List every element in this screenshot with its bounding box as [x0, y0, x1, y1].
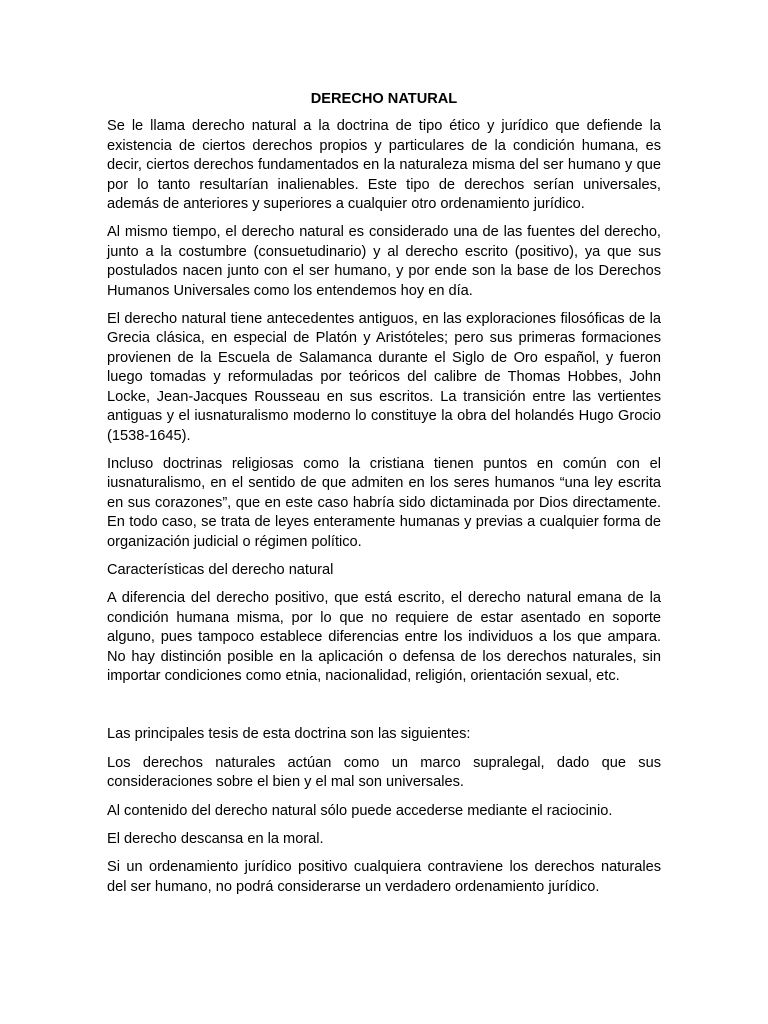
- thesis-item-1: Los derechos naturales actúan como un marco supralegal, dado que sus consideraciones sobre el bien y el mal son universales.: [107, 754, 661, 791]
- paragraph-sources: Al mismo tiempo, el derecho natural es considerado una de las fuentes del derecho, junto a la costumbre (consuetudinario) y al derecho escrito (positivo), ya que sus postulados nacen junto con el ser humano, y por ende son la base de los Derechos Humanos Universales como los entendemos hoy en día.: [107, 224, 661, 299]
- paragraph-definition: Se le llama derecho natural a la doctrina de tipo ético y jurídico que defiende la existencia de ciertos derechos propios y particulares de la condición humana, es decir, ciertos derechos fundamentados en la naturaleza misma del ser humano y que por lo tanto resultarían inalienables. Este tipo de derechos serían universales, además de anteriores y superiores a cualquier otro ordenamiento jurídico.: [107, 118, 661, 213]
- document-page: [107, 90, 661, 906]
- paragraph-religion: Incluso doctrinas religiosas como la cristiana tienen puntos en común con el iusnaturalismo, en el sentido de que admiten en los seres humanos “una ley escrita en sus corazones”, que en este caso habría sido dictaminada por Dios directamente. En todo caso, se trata de leyes enteramente humanas y previas a cualquier forma de organización judicial o régimen político.: [107, 455, 661, 550]
- paragraph-thesis-intro: Las principales tesis de esta doctrina son las siguientes:: [107, 726, 471, 743]
- paragraph-characteristics: A diferencia del derecho positivo, que está escrito, el derecho natural emana de la condición humana misma, por lo que no requiere de estar asentado en soporte alguno, pues tampoco establece diferencias entre los individuos a los que ampara. No hay distinción posible en la aplicación o defensa de los derechos naturales, sin importar condiciones como etnia, nacionalidad, religión, orientación sexual, etc.: [107, 590, 661, 684]
- thesis-item-3: El derecho descansa en la moral.: [107, 831, 324, 847]
- document-title: DERECHO NATURAL: [310, 91, 458, 107]
- thesis-item-4: Si un ordenamiento jurídico positivo cualquiera contraviene los derechos naturales del ser humano, no podrá considerarse un verdadero ordenamiento jurídico.: [107, 859, 661, 895]
- thesis-item-2: Al contenido del derecho natural sólo puede accederse mediante el raciocinio.: [107, 802, 613, 819]
- paragraph-history: El derecho natural tiene antecedentes antiguos, en las exploraciones filosóficas de la Grecia clásica, en especial de Platón y Aristóteles; pero sus primeras formaciones provienen de la Escuela de Salamanca durante el Siglo de Oro español, y fueron luego tomadas y reformuladas por teóricos del calibre de Thomas Hobbes, John Locke, Jean-Jacques Rousseau en sus escritos. La transición entre las vertientes antiguas y el iusnaturalismo moderno lo constituye la obra del holandés Hugo Grocio (1538-1645).: [107, 311, 661, 444]
- section-heading-characteristics: Características del derecho natural: [107, 561, 334, 578]
- blank-line: [107, 695, 661, 725]
